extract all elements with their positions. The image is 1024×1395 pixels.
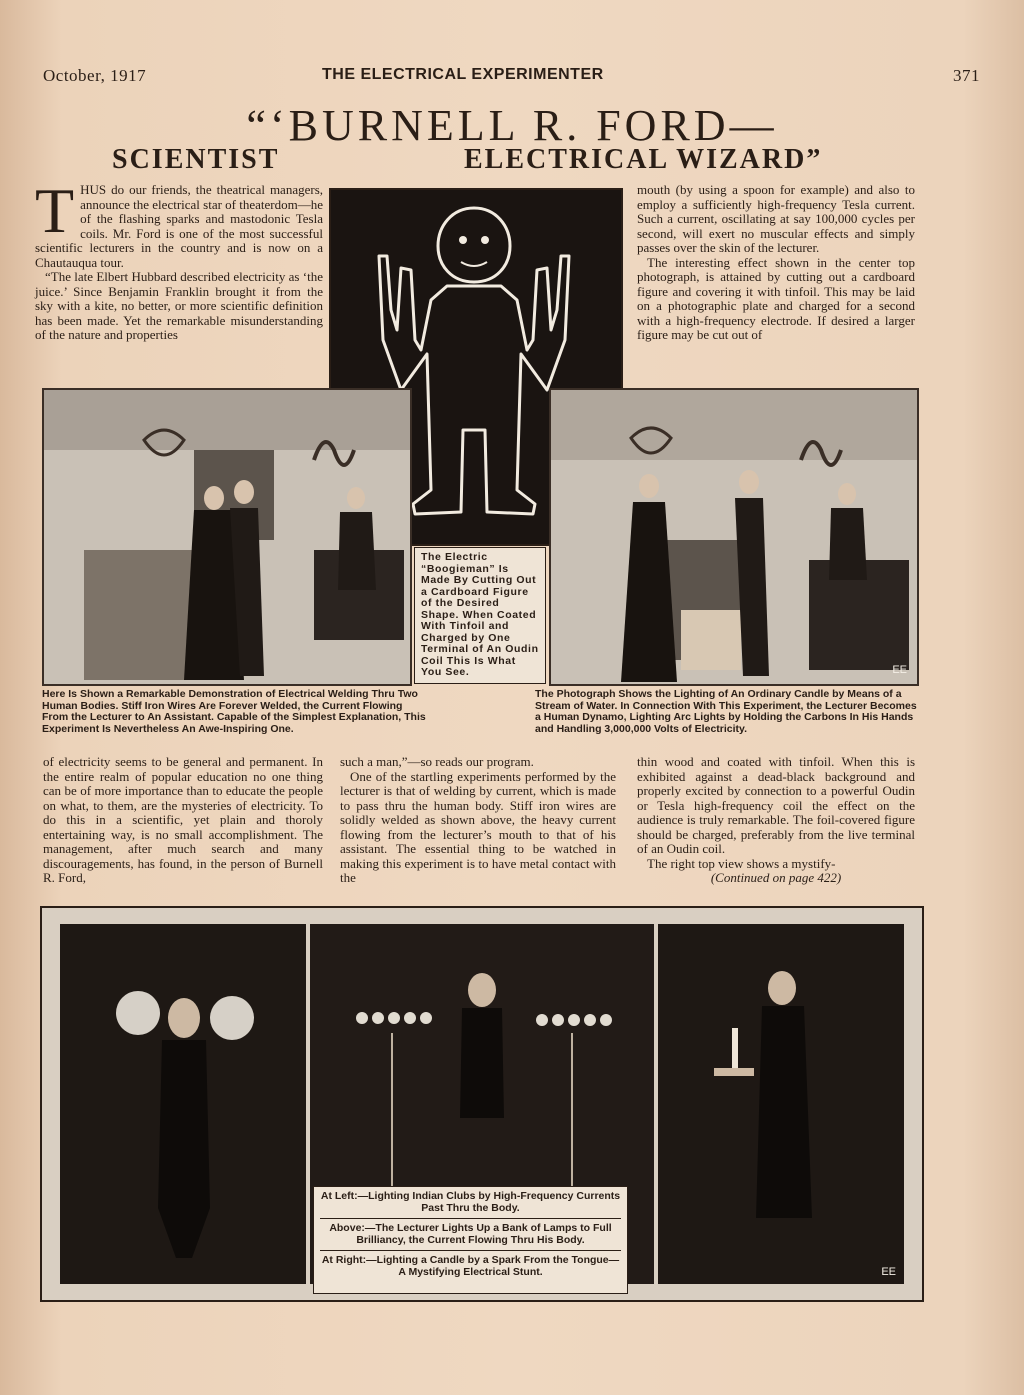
candle-scene bbox=[551, 390, 917, 684]
paragraph: such a man,”—so reads our program. bbox=[340, 754, 534, 769]
article-subtitle-right: ELECTRICAL WIZARD” bbox=[464, 144, 823, 175]
caption-divider bbox=[320, 1218, 621, 1219]
drop-cap: T bbox=[35, 175, 75, 246]
candle-photo-caption: The Photograph Shows the Lighting of An Ordinary Candle by Means of a Stream of Water. In Connection With This Experiment, the Lecturer Becomes a Human Dynamo, Lighting Arc Lights by Holding the Carbons In His Hands and Handling 3,000,000 Volts of Electricity. bbox=[535, 688, 917, 735]
caption-right: At Right:—Lighting a Candle by a Spark From the Tongue—A Mystifying Electrical Stunt. bbox=[321, 1254, 620, 1278]
boogieman-caption bbox=[414, 547, 546, 684]
magazine-title: THE ELECTRICAL EXPERIMENTER bbox=[322, 66, 604, 83]
article-subtitle-left: SCIENTIST bbox=[112, 144, 280, 175]
issue-date: October, 1917 bbox=[43, 66, 147, 85]
bottom-photo-caption-box bbox=[313, 1186, 628, 1294]
text-column-mid-center bbox=[340, 755, 616, 886]
paragraph: The interesting effect shown in the center top photograph, is attained by cutting out a cardboard figure and covering it with tinfoil. This may be laid on a photographic plate and charged for a second with a high-frequency electrode. If desired a larger figure may be cut out of bbox=[637, 254, 915, 342]
caption-text: The Electric “Boogieman” Is Made By Cutting Out a Cardboard Figure of the Desired Shape. When Coated With Tinfoil and Charged by One Terminal of An Oudin Coil This Is What You See. bbox=[421, 551, 539, 678]
welding-scene bbox=[44, 390, 410, 684]
caption-above: Above:—The Lecturer Lights Up a Bank of Lamps to Full Brilliancy, the Current Flowing Thru His Body. bbox=[329, 1222, 612, 1246]
paragraph: The right top view shows a mystify- bbox=[647, 855, 836, 871]
photo-monogram: EE bbox=[892, 664, 907, 676]
continued-note: (Continued on page 422) bbox=[710, 870, 842, 885]
paragraph: One of the startling experiments performed by the lecturer is that of welding by current, which is made to pass thru the human body. Stiff iron wires are solidly welded as shown above, the heavy current flowing from the lecturer’s mouth to that of his assistant. The essential thing to be watched in making this experiment is to have metal contact with the bbox=[340, 768, 616, 885]
text-column-mid-right bbox=[637, 755, 915, 886]
candle-water-stream-photo bbox=[549, 388, 919, 686]
paragraph: thin wood and coated with tinfoil. When this is exhibited against a dead-black background and properly excited by connection to a powerful Oudin or Tesla high-frequency coil the effect on the audience is truly remarkable. The foil-covered figure should be charged, preferably from the live terminal of an Oudin coil. bbox=[637, 754, 915, 856]
paragraph: of electricity seems to be general and permanent. In the entire realm of popular education no one thing can be of more importance than to educate the people on what, to them, are the mysteries of electricity. To do this in a scientific, yet plain and thoroly entertaining way, is no small accomplishment. The management, after much search and many discouragements, has found, in the person of Burnell R. Ford, bbox=[43, 754, 323, 885]
text-column-top-right bbox=[637, 183, 915, 343]
article-title: “‘BURNELL R. FORD— bbox=[246, 101, 778, 150]
welding-photo-caption: Here Is Shown a Remarkable Demonstration of Electrical Welding Thru Two Human Bodies. Stiff Iron Wires Are Forever Welded, the Current Flowing From the Lecturer to An Assistant. Capable of the Simplest Explanation, This Experiment Is Nevertheless An Awe-Inspiring One. bbox=[42, 688, 426, 735]
paragraph: “The late Elbert Hubbard described electricity as ‘the juice.’ Since Benjamin Franklin brought it from the sky with a kite, no better, or more scientific definition has been made. Yet the remarkable misunderstanding of the nature and properties bbox=[35, 269, 323, 342]
text-column-mid-left bbox=[43, 755, 323, 886]
welding-demonstration-photo bbox=[42, 388, 412, 686]
paragraph: mouth (by using a spoon for example) and also to employ a sufficiently high-frequency Tesla current. Such a current, oscillating at say 100,000 cycles per second, will exert no muscular effects and simply passes over the skin of the lecturer. bbox=[637, 182, 915, 255]
paragraph: HUS do our friends, the theatrical managers, announce the electrical star of theaterdom—he of the flashing sparks and mastodonic Tesla coils. Mr. Ford is one of the most successful scientific lecturers in the country and is now on a Chautauqua tour. bbox=[35, 182, 324, 270]
photo-monogram: EE bbox=[881, 1266, 896, 1278]
page-number: 371 bbox=[953, 66, 980, 85]
text-column-top-left bbox=[35, 175, 324, 343]
caption-divider bbox=[320, 1250, 621, 1251]
caption-left: At Left:—Lighting Indian Clubs by High-Frequency Currents Past Thru the Body. bbox=[320, 1190, 621, 1214]
